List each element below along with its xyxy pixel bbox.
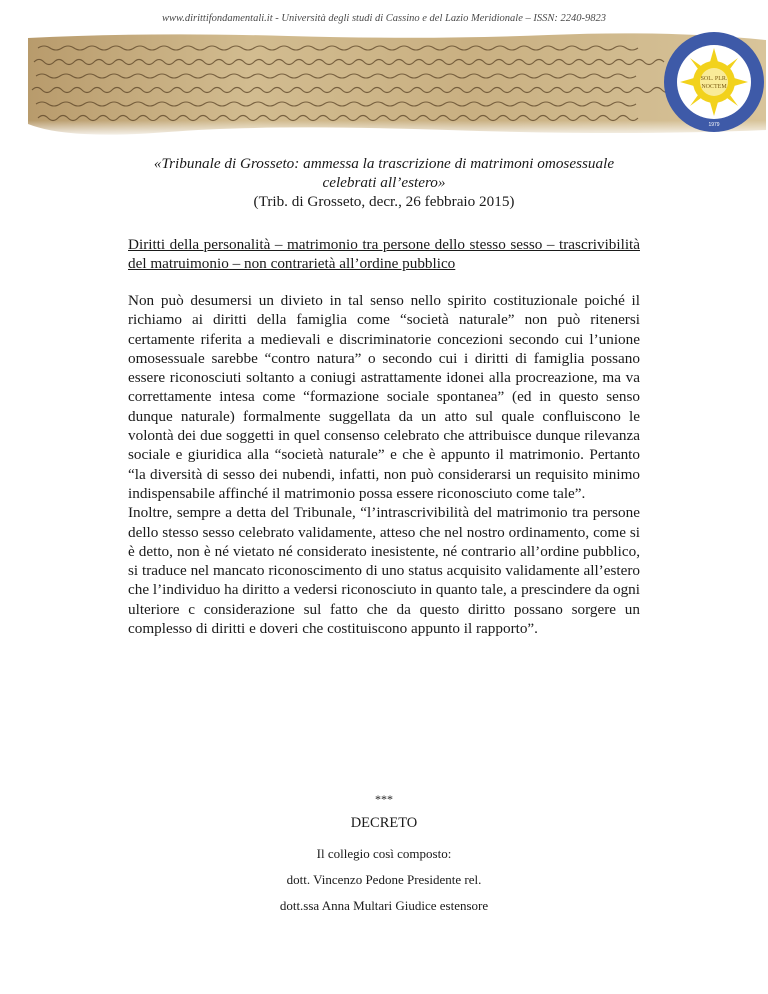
seal-center-text-1: SOL. PLR.: [700, 76, 728, 82]
decree-line-giudice: dott.ssa Anna Multari Giudice estensore: [279, 898, 489, 913]
decree-heading: DECRETO: [350, 815, 418, 831]
decree-line-collegio: Il collegio così composto:: [316, 846, 452, 861]
section-separator: ***: [375, 792, 393, 806]
body-text: [128, 291, 640, 638]
title-block: [128, 154, 640, 211]
subject-keywords: Diritti della personalità – matrimonio tra persone dello stesso sesso – trascrivibilità del matruimonio – non contrarietà all’ordine pubblico: [128, 236, 640, 272]
manuscript-banner-image: [28, 32, 766, 136]
article-citation: (Trib. di Grosseto, decr., 26 febbraio 2015): [253, 193, 515, 210]
body-paragraph-2: Inoltre, sempre a detta del Tribunale, “l’intrascrivibilità del matrimonio tra persone dello stesso sesso celebrato validamente, atteso che nel nostro ordinamento, come si è detto, non è né vietato né considerato inesistente, né contrario all’ordine pubblico, si traduce nel mancato riconoscimento di uno status acquisito validamente all’estero che l’individuo ha diritto a vedersi riconosciuto in quanto tale, a prescindere da ogni ulteriore c considerazione sul fatto che da questo diritto possano sorgere un complesso di diritti e doveri che costituiscono appunto il rapporto”.: [128, 504, 640, 638]
seal-center-text-2: NOCTEM: [701, 84, 727, 90]
seal-year: 1979: [708, 122, 720, 128]
body-paragraph-1: Non può desumersi un divieto in tal senso nello spirito costituzionale poiché il richiamo ai diritti della famiglia come “società naturale” non può ritenersi certamente riferita a medievali e discriminatorie concezioni secondo cui l’unione omosessuale sarebbe “contro natura” o secondo cui i diritti di famiglia possano essere riconosciuti soltanto a coniugi astrattamente idonei alla procreazione, ma va correttamente intesa come “formazione sociale spontanea” (ed in questo senso dunque naturale) formalmente suggellata da un atto sul quale confluiscono le volontà dei due soggetti in quel consenso celebrato che attribuisce dunque rilevanza sociale e giuridica alla “società naturale” e che è appunto il matrimonio. Pertanto “la diversità di sesso dei nubendi, infatti, non può considerarsi un requisito minimo indispensabile affinché il matrimonio possa essere riconosciuto come tale”.: [128, 292, 640, 502]
university-seal-logo: [662, 30, 766, 134]
decree-line-presidente: dott. Vincenzo Pedone Presidente rel.: [286, 872, 482, 887]
article-title: «Tribunale di Grosseto: ammessa la trascrizione di matrimoni omosessuale celebrati all’estero»: [153, 155, 615, 191]
header-website-line: www.dirittifondamentali.it - Università degli studi di Cassino e del Lazio Meridionale – ISSN: 2240-9823: [161, 13, 606, 24]
